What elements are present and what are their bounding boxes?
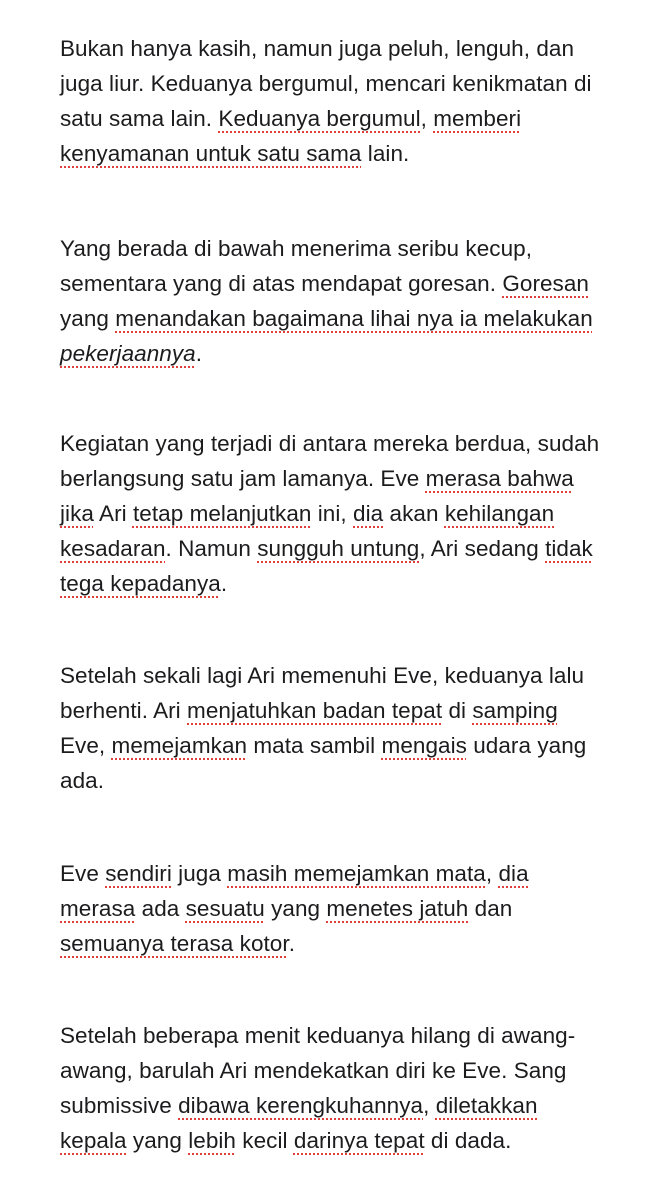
text-segment: lain. (361, 141, 410, 166)
text-segment: juga (171, 861, 228, 886)
paragraph-6 (60, 1018, 640, 1158)
spellcheck-flagged-text: masih memejamkan mata (227, 861, 486, 886)
text-segment: Ari (93, 501, 133, 526)
text-segment: Bukan hanya kasih, namun juga peluh, lenguh, dan (60, 36, 575, 61)
spellcheck-flagged-text: semuanya terasa kotor (60, 931, 289, 956)
text-line (60, 231, 640, 266)
spellcheck-flagged-text: dibawa kerengkuhannya (178, 1093, 424, 1118)
text-segment: , (423, 1093, 436, 1118)
text-segment: akan (383, 501, 445, 526)
text-segment: . (288, 931, 295, 956)
spellcheck-flagged-text: sesuatu (185, 896, 265, 921)
spellcheck-flagged-text: pekerjaannya (60, 341, 196, 366)
text-line (60, 66, 640, 101)
text-segment: dan (468, 896, 513, 921)
text-segment: Setelah sekali lagi Ari memenuhi Eve, keduanya lalu (60, 663, 585, 688)
text-line (60, 1018, 640, 1053)
text-line (60, 1053, 640, 1088)
paragraph-4 (60, 658, 640, 798)
text-segment: Kegiatan yang terjadi di antara mereka berdua, sudah (60, 431, 600, 456)
text-line (60, 496, 640, 531)
text-segment: yang (60, 306, 116, 331)
text-line (60, 1123, 640, 1158)
text-line (60, 693, 640, 728)
text-segment: awang, barulah Ari mendekatkan diri ke Eve. Sang (60, 1058, 567, 1083)
spellcheck-flagged-text: merasa bahwa (425, 466, 574, 491)
spellcheck-flagged-text: kehilangan (444, 501, 555, 526)
spellcheck-flagged-text: dia (498, 861, 529, 886)
text-segment: ini, (311, 501, 354, 526)
text-segment: . (220, 571, 228, 596)
text-segment: , (420, 106, 434, 131)
text-segment: Eve, (60, 733, 112, 758)
text-line (60, 856, 640, 891)
spellcheck-flagged-text: dia (353, 501, 384, 526)
text-line (60, 426, 640, 461)
spellcheck-flagged-text: lebih (188, 1128, 236, 1153)
spellcheck-flagged-text: tetap melanjutkan (132, 501, 312, 526)
spellcheck-flagged-text: memejamkan (111, 733, 248, 758)
text-segment: udara yang (466, 733, 587, 758)
paragraph-3 (60, 426, 640, 601)
spellcheck-flagged-text: kenyamanan untuk satu sama (60, 141, 362, 166)
text-segment: satu sama lain. (60, 106, 219, 131)
text-line (60, 301, 640, 336)
spellcheck-flagged-text: jika (60, 501, 94, 526)
spellcheck-flagged-text: kesadaran (60, 536, 166, 561)
paragraph-5 (60, 856, 640, 961)
spellcheck-flagged-text: menetes jatuh (326, 896, 469, 921)
text-line (60, 336, 640, 371)
text-segment: ada. (60, 768, 104, 793)
text-segment: , (485, 861, 499, 886)
text-line (60, 926, 640, 961)
text-segment: berlangsung satu jam lamanya. Eve (60, 466, 426, 491)
text-line (60, 1088, 640, 1123)
text-segment: yang (264, 896, 327, 921)
spellcheck-flagged-text: Goresan (502, 271, 589, 296)
spellcheck-flagged-text: sungguh untung (257, 536, 420, 561)
text-segment: Eve (60, 861, 106, 886)
spellcheck-flagged-text: Keduanya bergumul (218, 106, 421, 131)
text-segment: juga liur. Keduanya bergumul, mencari kenikmatan di (60, 71, 592, 96)
text-segment: submissive (60, 1093, 179, 1118)
text-segment: mata sambil (247, 733, 382, 758)
text-segment: . Namun (165, 536, 258, 561)
spellcheck-flagged-text: memberi (433, 106, 522, 131)
text-segment: Yang berada di bawah menerima seribu kecup, (60, 236, 533, 261)
text-segment: di dada. (424, 1128, 512, 1153)
text-segment: Setelah beberapa menit keduanya hilang di awang- (60, 1023, 576, 1048)
text-line (60, 31, 640, 66)
text-segment: yang (126, 1128, 189, 1153)
spellcheck-flagged-text: darinya tepat (293, 1128, 425, 1153)
text-segment: , Ari sedang (419, 536, 546, 561)
text-line (60, 763, 640, 798)
text-segment: ada (135, 896, 186, 921)
text-line (60, 136, 640, 171)
text-line (60, 728, 640, 763)
text-line (60, 566, 640, 601)
paragraph-2 (60, 231, 640, 371)
spellcheck-flagged-text: samping (472, 698, 558, 723)
spellcheck-flagged-text: diletakkan (435, 1093, 538, 1118)
text-line (60, 891, 640, 926)
spellcheck-flagged-text: kepala (60, 1128, 127, 1153)
spellcheck-flagged-text: sendiri (105, 861, 172, 886)
spellcheck-flagged-text: tega kepadanya (60, 571, 221, 596)
text-segment: berhenti. Ari (60, 698, 188, 723)
text-segment: di (442, 698, 473, 723)
text-line (60, 531, 640, 566)
text-line (60, 658, 640, 693)
text-line (60, 461, 640, 496)
text-segment: sementara yang di atas mendapat goresan. (60, 271, 503, 296)
text-segment: kecil (236, 1128, 294, 1153)
spellcheck-flagged-text: merasa (60, 896, 136, 921)
text-segment: . (195, 341, 203, 366)
text-line (60, 101, 640, 136)
spellcheck-flagged-text: tidak (545, 536, 593, 561)
spellcheck-flagged-text: mengais (381, 733, 467, 758)
text-line (60, 266, 640, 301)
spellcheck-flagged-text: menjatuhkan badan tepat (187, 698, 443, 723)
paragraph-1 (60, 31, 640, 171)
spellcheck-flagged-text: menandakan bagaimana lihai nya ia melakukan (115, 306, 593, 331)
